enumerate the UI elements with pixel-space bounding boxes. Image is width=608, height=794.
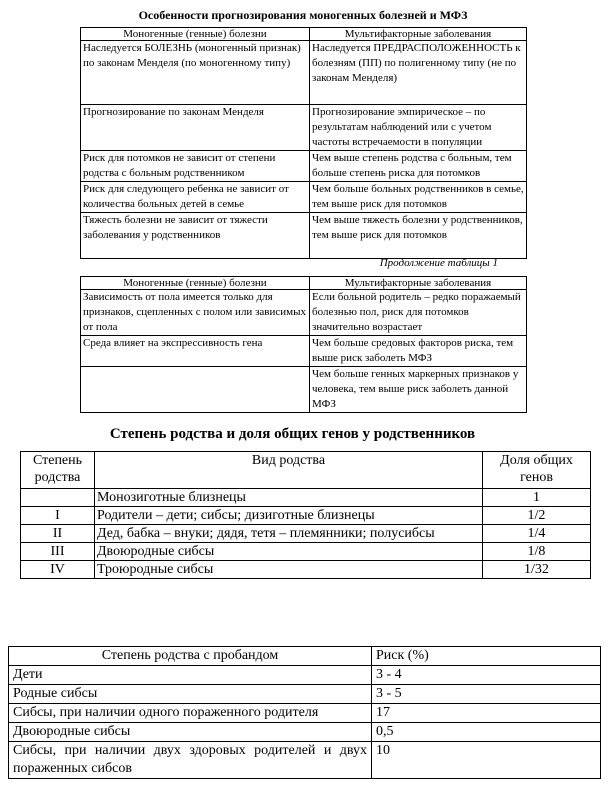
- table-cell: Двоюродные сибсы: [9, 723, 372, 742]
- table-row: [81, 290, 527, 336]
- table1-continuation-header-row: [81, 277, 527, 290]
- table-cell: Чем выше степень родства с больным, тем больше степень риска для потомков: [310, 151, 527, 182]
- table-row: [9, 666, 601, 685]
- table-row: [81, 213, 527, 259]
- table3-header-row: [9, 647, 601, 666]
- table-cell: Среда влияет на экспрессивность гена: [81, 336, 310, 367]
- table-row: [81, 151, 527, 182]
- table-cell: 3 - 5: [372, 685, 601, 704]
- table-cell: Дети: [9, 666, 372, 685]
- table-row: [9, 685, 601, 704]
- table-cell: Чем выше тяжесть болезни у родственников, тем выше риск для потомков: [310, 213, 527, 259]
- table-cell: Прогнозирование по законам Менделя: [81, 105, 310, 151]
- table1-header-monogenic: Моногенные (генные) болезни: [81, 28, 310, 41]
- table-row: [21, 543, 591, 561]
- table-cell: Чем больше больных родственников в семье, тем выше риск для потомков: [310, 182, 527, 213]
- table-cell: Если больной родитель – редко поражаемый болезнью пол, риск для потомков значительно возрастает: [310, 290, 527, 336]
- table1-title: Особенности прогнозирования моногенных болезней и МФЗ: [138, 8, 468, 22]
- table-cell: Чем больше средовых факторов риска, тем выше риск заболеть МФЗ: [310, 336, 527, 367]
- table2-header-degree: Степень родства: [21, 452, 95, 489]
- table3-header-kinship: Степень родства с пробандом: [9, 647, 372, 666]
- table1-header-multifactorial: Мультифакторные заболевания: [310, 28, 527, 41]
- table-cell: Тяжесть болезни не зависит от тяжести заболевания у родственников: [81, 213, 310, 259]
- table-cell: Родные сибсы: [9, 685, 372, 704]
- table-cell: Дед, бабка – внуки; дядя, тетя – племянники; полусибсы: [95, 525, 483, 543]
- table2-title: Степень родства и доля общих генов у родственников: [109, 426, 476, 442]
- table-cell: Риск для потомков не зависит от степени родства с больным родственником: [81, 151, 310, 182]
- table2-header-shared-genes: Доля общих генов: [483, 452, 591, 489]
- table-cell: [81, 367, 310, 413]
- table-cell: Троюродные сибсы: [95, 561, 483, 579]
- table-cell: Наследуется БОЛЕЗНЬ (моногенный признак) по законам Менделя (по моногенному типу): [81, 41, 310, 105]
- table-cell: Монозиготные близнецы: [95, 489, 483, 507]
- table-cell: Зависимость от пола имеется только для признаков, сцепленных с полом или зависимых от пола: [81, 290, 310, 336]
- table-cell: Двоюродные сибсы: [95, 543, 483, 561]
- table-row: [9, 742, 601, 779]
- table1-header-row: [81, 28, 527, 41]
- table-cell: Наследуется ПРЕДРАСПОЛОЖЕННОСТЬ к болезням (ПП) по полигенному типу (не по законам Менделя): [310, 41, 527, 105]
- table-cell: [21, 489, 95, 507]
- table-cell: IV: [21, 561, 95, 579]
- table3-header-risk: Риск (%): [372, 647, 601, 666]
- table-row: [21, 525, 591, 543]
- table-row: [9, 723, 601, 742]
- table-row: [81, 336, 527, 367]
- table-cell: 17: [372, 704, 601, 723]
- table-cell: Прогнозирование эмпирическое – по результатам наблюдений или с учетом частоты встречаемости в популяции: [310, 105, 527, 151]
- table-row: [21, 489, 591, 507]
- table-cell: Родители – дети; сибсы; дизиготные близнецы: [95, 507, 483, 525]
- table3: [8, 646, 601, 779]
- table-cell: 1/32: [483, 561, 591, 579]
- table-row: [81, 41, 527, 105]
- table-cell: 1/4: [483, 525, 591, 543]
- table1-continuation-header-multifactorial: Мультифакторные заболевания: [310, 277, 527, 290]
- table-cell: II: [21, 525, 95, 543]
- table-cell: I: [21, 507, 95, 525]
- table1: [80, 27, 527, 259]
- table-cell: 3 - 4: [372, 666, 601, 685]
- table-cell: 10: [372, 742, 601, 779]
- table-row: [21, 561, 591, 579]
- table-cell: 0,5: [372, 723, 601, 742]
- table1-continuation-caption: Продолжение таблицы 1: [379, 257, 498, 269]
- table1-continuation: [80, 276, 527, 413]
- table-cell: III: [21, 543, 95, 561]
- table2: [20, 451, 591, 579]
- table-cell: 1: [483, 489, 591, 507]
- table-cell: Чем больше генных маркерных признаков у человека, тем выше риск заболеть данной МФЗ: [310, 367, 527, 413]
- table-cell: Риск для следующего ребенка не зависит от количества больных детей в семье: [81, 182, 310, 213]
- table-row: [81, 105, 527, 151]
- table-cell: 1/8: [483, 543, 591, 561]
- table2-header-row: [21, 452, 591, 489]
- table1-continuation-header-monogenic: Моногенные (генные) болезни: [81, 277, 310, 290]
- table-cell: Сибсы, при наличии одного пораженного родителя: [9, 704, 372, 723]
- table-row: [81, 367, 527, 413]
- table-row: [81, 182, 527, 213]
- table-row: [9, 704, 601, 723]
- table-cell: Сибсы, при наличии двух здоровых родителей и двух пораженных сибсов: [9, 742, 372, 779]
- table2-header-kinship: Вид родства: [95, 452, 483, 489]
- table-row: [21, 507, 591, 525]
- table-cell: 1/2: [483, 507, 591, 525]
